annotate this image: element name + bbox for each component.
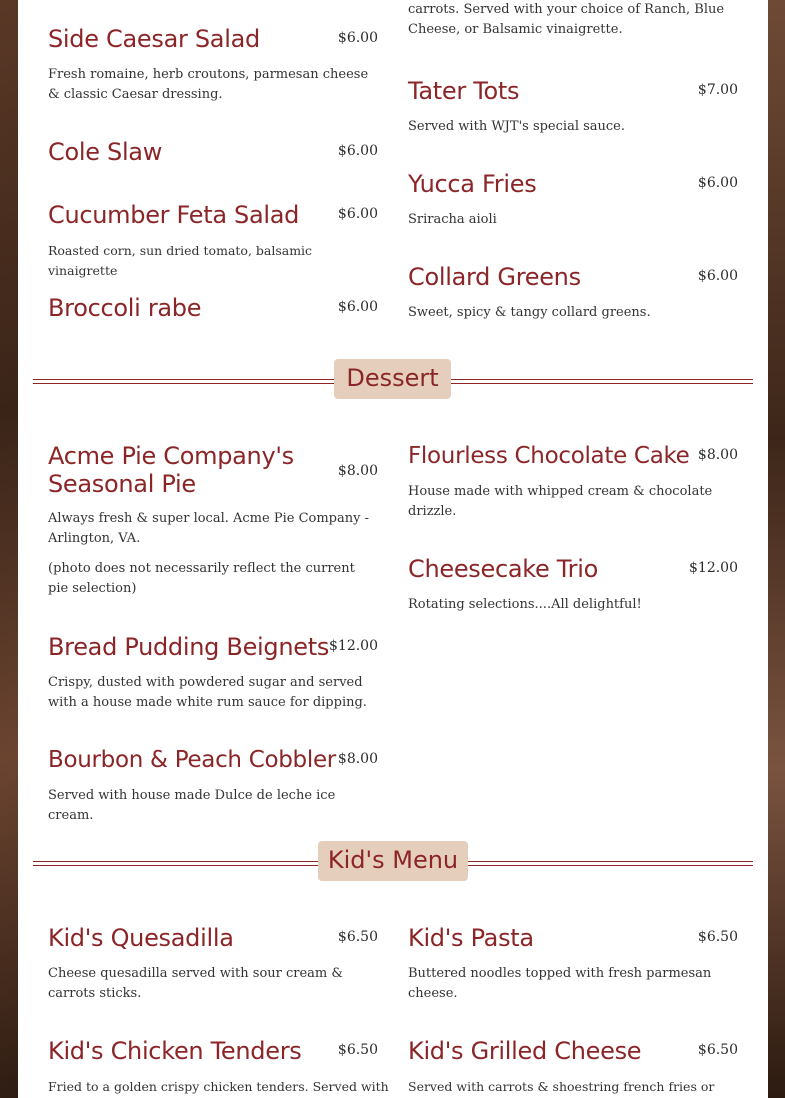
section-title-dessert: Dessert [334, 359, 451, 399]
menu-item-kids-chicken-tenders[interactable] [48, 1037, 389, 1094]
menu-item-bourbon-peach-cobbler[interactable] [48, 746, 378, 823]
menu-item-cheesecake-trio[interactable] [408, 555, 738, 612]
menu-item-cole-slaw[interactable] [48, 138, 378, 168]
item-price: $6.50 [697, 929, 738, 945]
item-description: Rotating selections....All delightful! [408, 597, 642, 612]
item-title: Flourless Chocolate Cake [408, 443, 690, 469]
item-description: Always fresh & super local. Acme Pie Company - Arlington, VA. [48, 511, 369, 546]
item-description: House made with whipped cream & chocolate drizzle. [408, 484, 713, 519]
item-title: Kid's Pasta [408, 924, 534, 952]
menu-item-broccoli-rabe[interactable] [48, 294, 378, 324]
item-description: Roasted corn, sun dried tomato, balsamic vinaigrette [48, 243, 313, 278]
menu-panel [18, 0, 768, 1098]
item-price: $6.00 [337, 299, 378, 315]
item-description: Buttered noodles topped with fresh parmesan cheese. [408, 966, 712, 1001]
item-description: Sweet, spicy & tangy collard greens. [408, 305, 651, 320]
menu-item-tater-tots[interactable] [408, 77, 738, 134]
menu-item-kids-grilled-cheese[interactable] [408, 1037, 738, 1094]
item-title: Kid's Chicken Tenders [48, 1037, 302, 1065]
item-title: Acme Pie Company's Seasonal Pie [48, 442, 294, 498]
item-title: Bourbon & Peach Cobbler [48, 747, 336, 773]
item-title: Kid's Quesadilla [48, 924, 234, 952]
menu-item-bread-pudding-beignets[interactable] [48, 633, 378, 710]
item-description: Served with WJT's special sauce. [408, 119, 626, 134]
menu-item-cucumber-feta-salad[interactable] [48, 201, 378, 278]
item-title: Kid's Grilled Cheese [408, 1037, 642, 1065]
item-price: $6.00 [337, 143, 378, 159]
item-title: Cucumber Feta Salad [48, 201, 300, 229]
background-right-strip [768, 0, 785, 1098]
item-price: $12.00 [689, 560, 738, 576]
item-title: Cole Slaw [48, 138, 163, 166]
item-title: Collard Greens [408, 263, 581, 291]
item-description: Crispy, dusted with powdered sugar and served with a house made white rum sauce for dipping. [48, 675, 367, 710]
menu-item-collard-greens[interactable] [408, 263, 738, 320]
item-description: Cheese quesadilla served with sour cream & carrots sticks. [48, 966, 343, 1001]
menu-item-acme-pie[interactable] [48, 442, 378, 596]
menu-item-side-caesar-salad[interactable] [48, 25, 378, 102]
item-title: Broccoli rabe [48, 294, 202, 322]
item-price: $7.00 [697, 82, 738, 98]
menu-item-yucca-fries[interactable] [408, 170, 738, 227]
item-description: Fresh romaine, herb croutons, parmesan cheese & classic Caesar dressing. [48, 67, 369, 102]
menu-item-kids-quesadilla[interactable] [48, 924, 378, 1001]
item-price: $8.00 [337, 463, 378, 479]
item-title: Cheesecake Trio [408, 555, 598, 583]
item-price: $8.00 [337, 751, 378, 767]
item-price: $6.50 [337, 929, 378, 945]
item-title: Bread Pudding Beignets [48, 633, 330, 661]
carrot-sticks-description: carrots. Served with your choice of Ranch, Blue Cheese, or Balsamic vinaigrette. [408, 2, 725, 37]
item-price: $6.50 [697, 1042, 738, 1058]
item-price: $6.00 [697, 268, 738, 284]
item-description-note: (photo does not necessarily reflect the current pie selection) [48, 561, 355, 596]
item-description: Sriracha aioli [408, 212, 497, 227]
item-price: $12.00 [329, 638, 378, 654]
item-title: Side Caesar Salad [48, 25, 260, 53]
item-description: Served with carrots & shoestring french fries or [408, 1079, 715, 1094]
item-title: Tater Tots [408, 77, 520, 105]
item-price: $6.50 [337, 1042, 378, 1058]
section-title-kids-menu: Kid's Menu [318, 841, 468, 881]
item-description: Fried to a golden crispy chicken tenders. Served with [48, 1079, 389, 1094]
menu-item-flourless-chocolate-cake[interactable] [408, 442, 738, 519]
menu-item-kids-pasta[interactable] [408, 924, 738, 1001]
item-price: $6.00 [337, 30, 378, 46]
item-title: Yucca Fries [408, 170, 537, 198]
item-price: $6.00 [337, 206, 378, 222]
item-price: $6.00 [697, 175, 738, 191]
item-description: Served with house made Dulce de leche ice cream. [48, 788, 336, 823]
item-price: $8.00 [697, 447, 738, 463]
